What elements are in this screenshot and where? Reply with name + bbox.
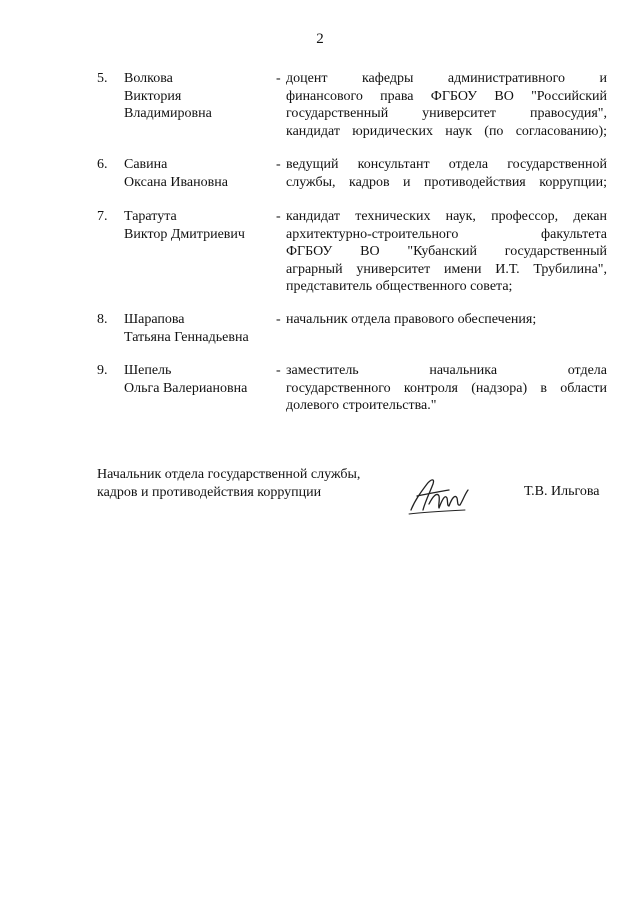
member-dash: - xyxy=(276,363,281,378)
member-name: Волкова Виктория Владимировна xyxy=(124,71,212,121)
member-name: Савина Оксана Ивановна xyxy=(124,157,228,190)
handwritten-signature-icon xyxy=(405,470,475,520)
member-number: 8. xyxy=(97,312,108,327)
page-number: 2 xyxy=(316,31,324,47)
member-number: 7. xyxy=(97,209,108,224)
member-name: Шепель Ольга Валериановна xyxy=(124,363,248,396)
member-position: доцент кафедры административного и финансового права ФГБОУ ВО "Российский государственный университет правосудия", кандидат юридических наук (по согласованию); xyxy=(286,71,607,139)
member-position: заместитель начальника отдела государственного контроля (надзора) в области долевого строительства." xyxy=(286,363,607,413)
member-position: ведущий консультант отдела государственной службы, кадров и противодействия коррупции; xyxy=(286,157,607,190)
signatory-name: Т.В. Ильгова xyxy=(524,484,600,499)
member-dash: - xyxy=(276,157,281,172)
member-number: 5. xyxy=(97,71,108,86)
member-dash: - xyxy=(276,209,281,224)
member-number: 6. xyxy=(97,157,108,172)
member-position: кандидат технических наук, профессор, декан архитектурно-строительного факультета ФГБОУ ВО "Кубанский государственный аграрный университет имени И.Т. Трубилина", представитель общественного совета; xyxy=(286,209,607,294)
member-position: начальник отдела правового обеспечения; xyxy=(286,312,537,327)
signatory-title: Начальник отдела государственной службы, кадров и противодействия коррупции xyxy=(97,467,361,500)
member-dash: - xyxy=(276,312,281,327)
member-name: Шарапова Татьяна Геннадьевна xyxy=(124,312,249,345)
member-number: 9. xyxy=(97,363,108,378)
member-dash: - xyxy=(276,71,281,86)
member-name: Таратута Виктор Дмитриевич xyxy=(124,209,245,242)
